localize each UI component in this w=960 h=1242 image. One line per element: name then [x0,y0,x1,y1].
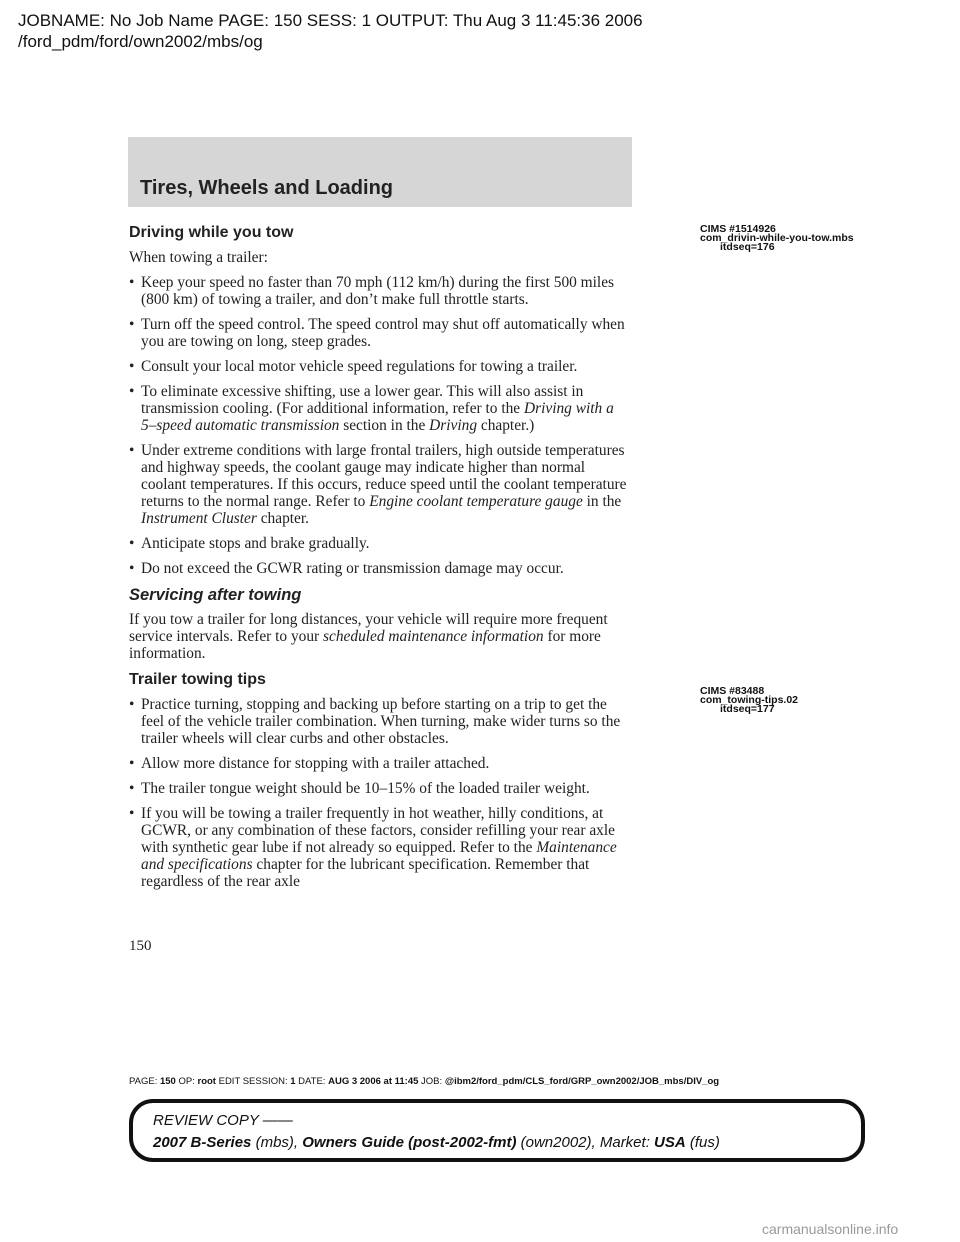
list-item: • Consult your local motor vehicle speed regulations for towing a trailer. [129,358,578,375]
cims-tag-2: CIMS #83488 com_towing-tips.02 itdseq=177 [700,685,799,715]
tips-heading: Trailer towing tips [129,671,266,688]
job-header-line1: JOBNAME: No Job Name PAGE: 150 SESS: 1 OUTPUT: Thu Aug 3 11:45:36 2006 [18,11,643,30]
bullet-icon: • [129,805,135,822]
cross-reference: scheduled maintenance information [323,628,544,645]
review-copy-label: REVIEW COPY —— [153,1112,293,1129]
list-item: • Do not exceed the GCWR rating or transmission damage may occur. [129,560,564,577]
tips-bullets [129,696,629,890]
list-item: • To eliminate excessive shifting, use a lower gear. This will also assist in transmission cooling. (For additional information, refer to the Driving with a 5–speed automatic transmission section in the Driving chapter.) [129,383,614,434]
bullet-icon: • [129,755,135,772]
bullet-icon: • [129,316,135,333]
page-content [129,223,629,898]
cross-reference: Engine coolant temperature gauge [369,493,583,510]
section-header-band [128,137,632,207]
list-item: • Keep your speed no faster than 70 mph (112 km/h) during the first 500 miles (800 km) of towing a trailer, and don’t make full throttle starts. [129,274,615,308]
cross-reference: Driving [429,417,478,434]
job-header [18,10,948,52]
print-footer: PAGE: 150 OP: root EDIT SESSION: 1 DATE: AUG 3 2006 at 11:45 JOB: @ibm2/ford_pdm/CLS_ford/GRP_own2002/JOB_mbs/DIV_og [129,1076,720,1087]
list-item: • If you will be towing a trailer frequently in hot weather, hilly conditions, at GCWR, or any combination of these factors, consider refilling your rear axle with synthetic gear lube if not already so equipped. Refer to the Maintenance and specifications chapter for the lubricant specification. Remember that regardless of the rear axle [129,805,617,890]
cross-reference: Driving with a 5–speed automatic transmission [141,400,614,434]
section-title: Tires, Wheels and Loading [140,177,394,199]
bullet-icon: • [129,696,135,713]
cims-tag-1: CIMS #1514926 com_drivin-while-you-tow.mbs itdseq=176 [700,223,854,253]
list-item: • Practice turning, stopping and backing up before starting on a trip to get the feel of the vehicle trailer combination. When turning, make wider turns so the trailer wheels will clear curbs and other obstacles. [129,696,621,747]
list-item: • Turn off the speed control. The speed control may shut off automatically when you are towing on long, steep grades. [129,316,625,350]
page-number: 150 [129,938,152,954]
driving-intro: When towing a trailer: [129,249,268,266]
servicing-heading: Servicing after towing [129,586,302,604]
review-copy-details: 2007 B-Series (mbs), Owners Guide (post-2002-fmt) (own2002), Market: USA (fus) [153,1134,720,1151]
bullet-icon: • [129,535,135,552]
bullet-icon: • [129,383,135,400]
bullet-icon: • [129,560,135,577]
driving-heading: Driving while you tow [129,224,294,241]
cross-reference: Instrument Cluster [141,510,257,527]
bullet-icon: • [129,274,135,291]
list-item: • Allow more distance for stopping with a trailer attached. [129,755,490,772]
review-copy-box [129,1099,865,1162]
servicing-paragraph: If you tow a trailer for long distances, your vehicle will require more frequent service intervals. Refer to your scheduled maintenance information for more information. [129,611,608,662]
job-header-line2: /ford_pdm/ford/own2002/mbs/og [18,32,263,51]
list-item: • Under extreme conditions with large frontal trailers, high outside temperatures and highway speeds, the coolant gauge may indicate higher than normal coolant temperatures. If this occurs, reduce speed until the coolant temperature returns to the normal range. Refer to Engine coolant temperature gauge in the Instrument Cluster chapter. [129,442,627,527]
watermark: carmanualsonline.info [762,1221,899,1237]
bullet-icon: • [129,442,135,459]
bullet-icon: • [129,780,135,797]
cross-reference: Maintenance and specifications [141,839,617,873]
list-item: • Anticipate stops and brake gradually. [129,535,370,552]
bullet-icon: • [129,358,135,375]
list-item: • The trailer tongue weight should be 10–15% of the loaded trailer weight. [129,780,590,797]
driving-bullets [129,274,629,577]
